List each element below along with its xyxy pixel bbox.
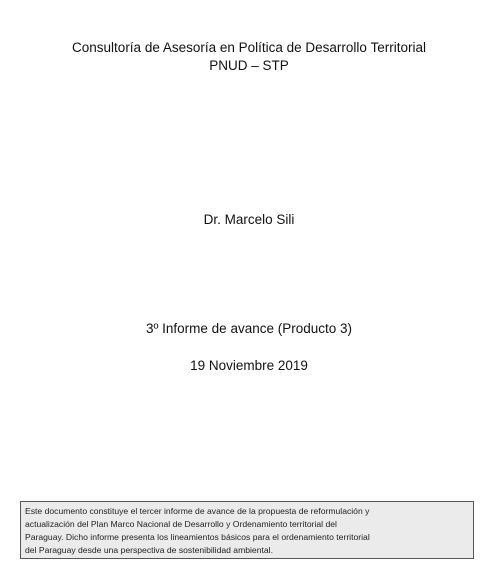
- document-title: Consultoría de Asesoría en Política de Desarrollo Territorial: [72, 40, 426, 55]
- summary-line: Este documento constituye el tercer informe de avance de la propuesta de reformulación y: [25, 506, 370, 516]
- report-title: 3º Informe de avance (Producto 3): [145, 321, 353, 336]
- report-date: 19 Noviembre 2019: [190, 358, 308, 373]
- summary-line: del Paraguay desde una perspectiva de sostenibilidad ambiental.: [25, 545, 273, 555]
- summary-box: [20, 501, 474, 559]
- author-name: Dr. Marcelo Sili: [203, 212, 295, 227]
- document-subtitle-organizations: PNUD – STP: [209, 58, 289, 73]
- summary-line: actualización del Plan Marco Nacional de Desarrollo y Ordenamiento territorial del: [25, 519, 337, 529]
- summary-line: Paraguay. Dicho informe presenta los lineamientos básicos para el ordenamiento territorial: [25, 532, 370, 542]
